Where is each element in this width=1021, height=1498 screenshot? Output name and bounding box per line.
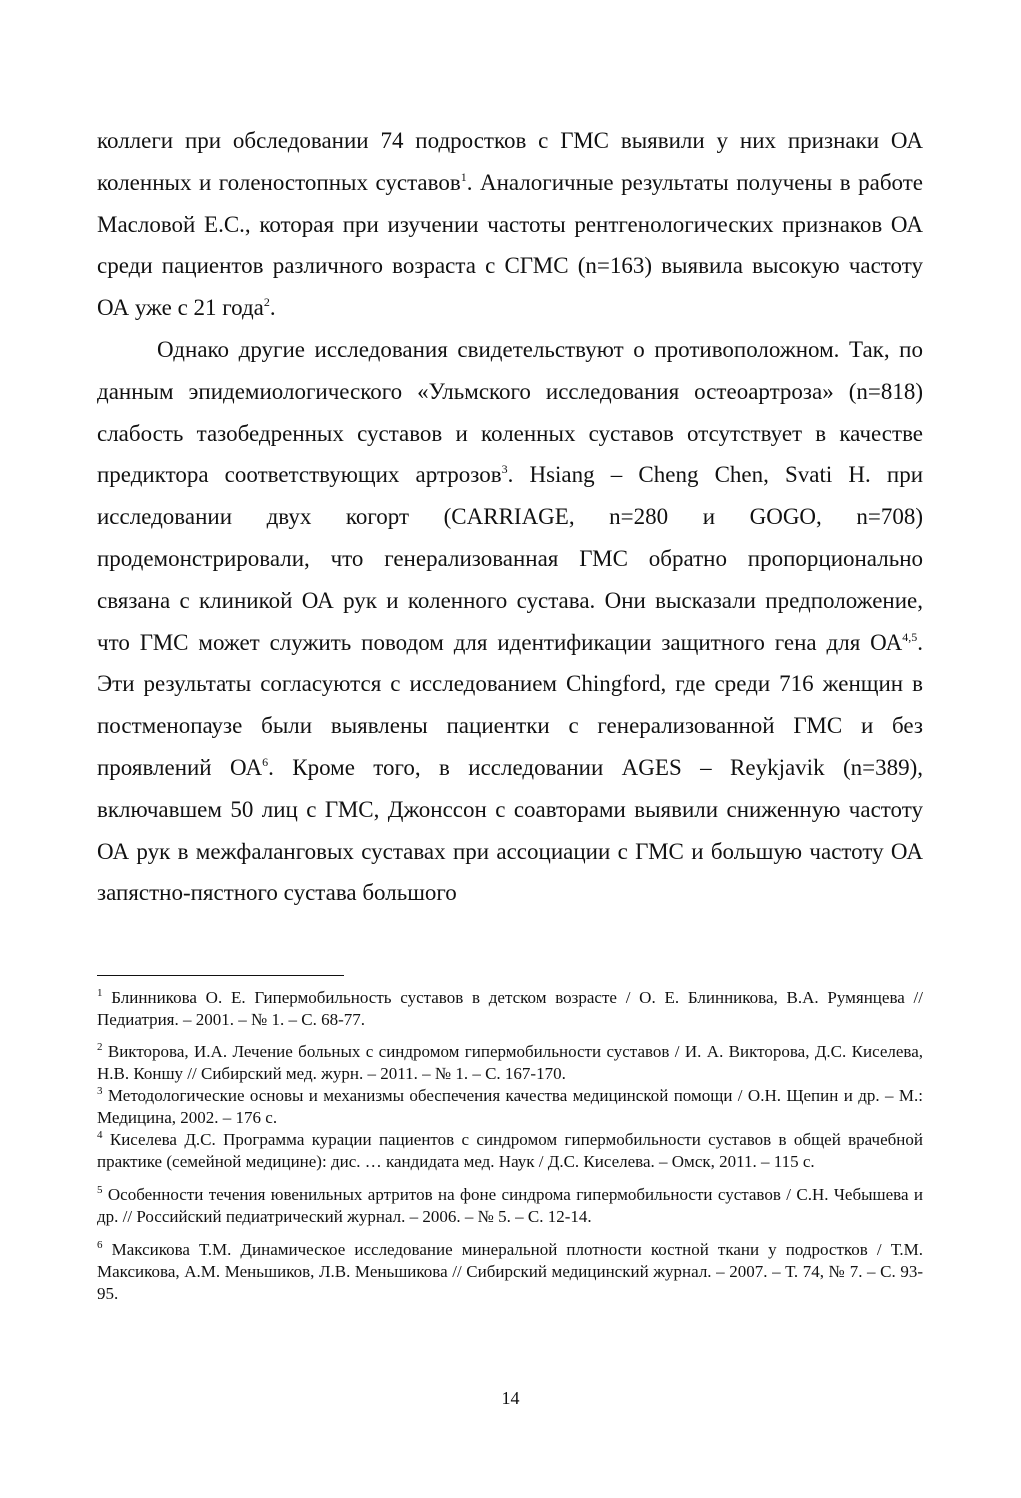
footnote-number: 4 (97, 1129, 103, 1141)
footnotes (97, 987, 923, 1305)
footnote-number: 3 (97, 1085, 103, 1097)
footnote-number: 2 (97, 1041, 103, 1053)
footnote-number: 1 (97, 987, 103, 999)
paragraph-2-text-1: Однако другие исследования свидетельствуют о противоположном. Так, по данным эпидемиологического «Ульмского исследования остеоартроза» (n=818) слабость тазобедренных суставов и коленных суставов отсутствует в качестве предиктора соответствующих артрозов (97, 336, 923, 488)
paragraph-1-text-1: коллеги при обследовании 74 подростков с ГМС выявили у них признаки ОА коленных и голеностопных суставов (97, 128, 923, 195)
paragraph-2-text-4: . Кроме того, в исследовании AGES – Reykjavik (n=389), включавшем 50 лиц с ГМС, Джонссон с соавторами выявили сниженную частоту ОА рук в межфаланговых суставах при ассоциации с ГМС и большую частоту ОА запястно-пястного сустава большого (97, 754, 923, 906)
paragraph-1-text-3: . (269, 295, 276, 321)
footnote-3 (97, 1085, 923, 1129)
footnote-ref-6[interactable]: 6 (262, 754, 269, 769)
footnote-1 (97, 987, 923, 1031)
footnote-text: Методологические основы и механизмы обеспечения качества медицинской помощи / О.Н. Щепин и др. – М.: Медицина, 2002. – 176 с. (97, 1086, 923, 1127)
footnote-ref-2[interactable]: 2 (263, 295, 270, 310)
footnote-ref-4-5[interactable]: 4,5 (902, 629, 918, 644)
footnote-4 (97, 1129, 923, 1173)
paragraph-2 (97, 329, 923, 914)
footnote-6 (97, 1239, 923, 1305)
footnote-separator (97, 975, 344, 976)
page-number: 14 (501, 1388, 520, 1408)
footnote-text: Блинникова О. Е. Гипермобильность суставов в детском возрасте / О. Е. Блинникова, В.А. Румянцева // Педиатрия. – 2001. – № 1. – С. 68-77. (97, 988, 923, 1029)
footnote-number: 6 (97, 1239, 103, 1251)
footnote-number: 5 (97, 1184, 103, 1196)
footnote-5 (97, 1184, 923, 1228)
footnote-text: Викторова, И.А. Лечение больных с синдромом гипермобильности суставов / И. А. Викторова, Д.С. Киселева, Н.В. Коншу // Сибирский мед. журн. – 2011. – № 1. – С. 167-170. (97, 1042, 923, 1083)
footnote-text: Киселева Д.С. Программа курации пациентов с синдромом гипермобильности суставов в общей врачебной практике (семейной медицине): дис. … кандидата мед. Наук / Д.С. Киселева. – Омск, 2011. – 115 с. (97, 1130, 923, 1171)
paragraph-1-text-2: . Аналогичные результаты получены в работе Масловой Е.С., которая при изучении частоты рентгенологических признаков ОА среди пациентов различного возраста с СГМС (n=163) выявила высокую частоту ОА уже с 21 года (97, 169, 923, 321)
paragraph-1 (97, 120, 923, 329)
footnote-ref-3[interactable]: 3 (501, 462, 508, 477)
footnote-text: Максикова Т.М. Динамическое исследование минеральной плотности костной ткани у подростков / Т.М. Максикова, А.М. Меньшиков, Л.В. Меньшикова // Сибирский медицинский журнал. – 2007. – Т. 74, № 7. – С. 93-95. (97, 1240, 923, 1303)
body-text (97, 120, 923, 914)
footnote-ref-1[interactable]: 1 (460, 169, 467, 184)
footnote-2 (97, 1041, 923, 1085)
paragraph-2-text-3: . Эти результаты согласуются с исследованием Chingford, где среди 716 женщин в постменопаузе были выявлены пациентки с генерализованной ГМС и без проявлений ОА (97, 629, 923, 780)
footnote-text: Особенности течения ювенильных артритов на фоне синдрома гипермобильности суставов / С.Н. Чебышева и др. // Российский педиатрический журнал. – 2006. – № 5. – С. 12-14. (97, 1185, 923, 1226)
paragraph-2-text-2: . Hsiang – Cheng Chen, Svati H. при исследовании двух когорт (CARRIAGE, n=280 и GOGO, n=708) продемонстрировали, что генерализованная ГМС обратно пропорционально связана с клиникой ОА рук и коленного сустава. Они высказали предположение, что ГМС может служить поводом для идентификации защитного гена для ОА (97, 462, 923, 655)
